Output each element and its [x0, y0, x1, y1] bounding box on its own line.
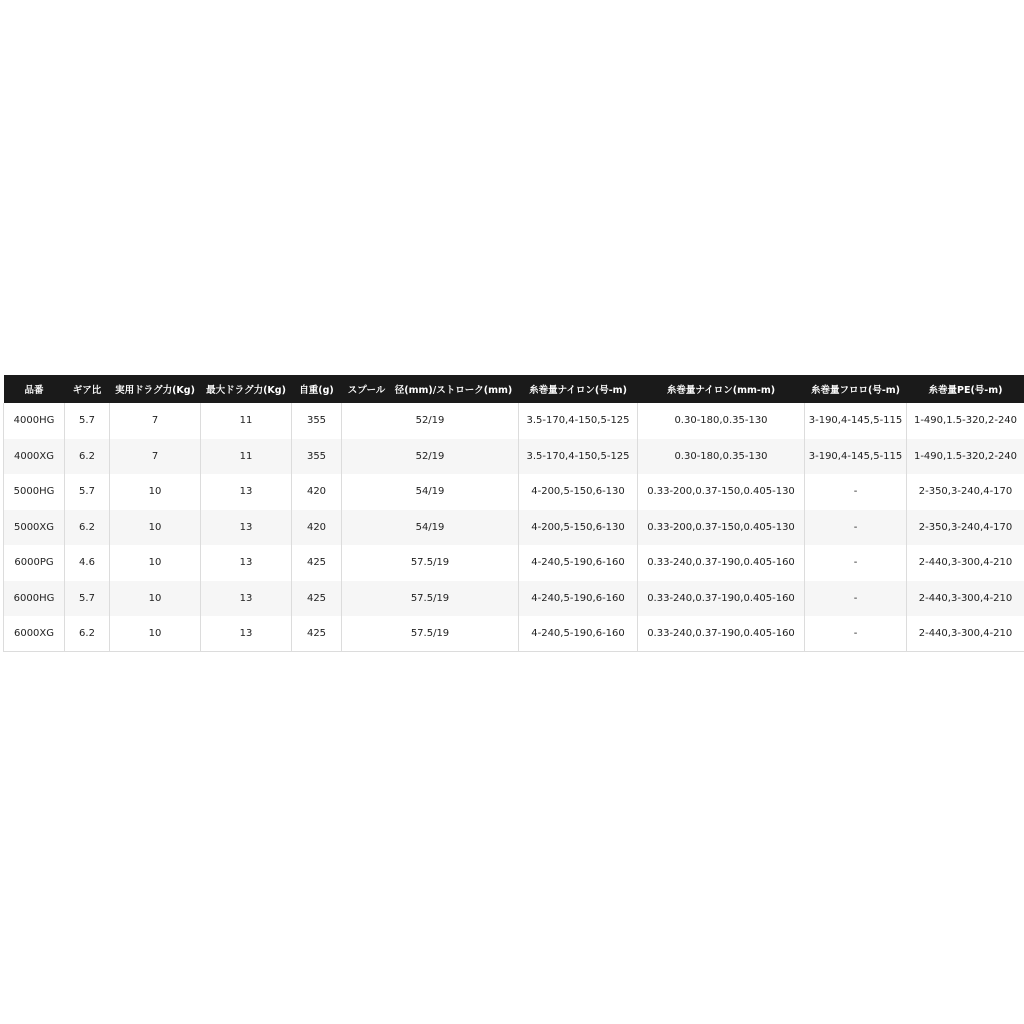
cell-nylon-mm: 0.30-180,0.35-130: [638, 439, 805, 475]
cell-spool: 57.5/19: [342, 616, 519, 652]
cell-max-drag: 13: [201, 474, 292, 510]
cell-model: 6000HG: [4, 581, 65, 617]
cell-practical-drag: 10: [110, 510, 201, 546]
cell-spool: 54/19: [342, 510, 519, 546]
cell-pe: 2-350,3-240,4-170: [907, 510, 1024, 546]
cell-practical-drag: 10: [110, 581, 201, 617]
cell-gear-ratio: 6.2: [65, 616, 110, 652]
cell-spool: 52/19: [342, 403, 519, 439]
cell-nylon-mm: 0.30-180,0.35-130: [638, 403, 805, 439]
cell-max-drag: 13: [201, 545, 292, 581]
table-header-row: [4, 375, 1024, 403]
cell-pe: 1-490,1.5-320,2-240: [907, 439, 1024, 475]
cell-max-drag: 13: [201, 616, 292, 652]
cell-weight: 420: [292, 474, 342, 510]
cell-nylon-mm: 0.33-240,0.37-190,0.405-160: [638, 616, 805, 652]
cell-model: 4000XG: [4, 439, 65, 475]
cell-weight: 420: [292, 510, 342, 546]
spec-table-container: [3, 375, 1024, 652]
header-nylon-mm: 糸巻量ナイロン(mm-m): [666, 385, 776, 396]
header-weight: 自重(g): [299, 385, 334, 396]
cell-practical-drag: 10: [110, 616, 201, 652]
cell-nylon-go: 3.5-170,4-150,5-125: [519, 439, 638, 475]
cell-nylon-go: 4-200,5-150,6-130: [519, 474, 638, 510]
cell-gear-ratio: 6.2: [65, 439, 110, 475]
cell-pe: 1-490,1.5-320,2-240: [907, 403, 1024, 439]
cell-nylon-go: 4-200,5-150,6-130: [519, 510, 638, 546]
cell-nylon-mm: 0.33-200,0.37-150,0.405-130: [638, 510, 805, 546]
header-pe: 糸巻量PE(号-m): [928, 385, 1003, 396]
header-max-drag: 最大ドラグ力(Kg): [206, 385, 286, 396]
header-spool: スプール 径(mm)/ストローク(mm): [347, 385, 513, 396]
cell-max-drag: 13: [201, 510, 292, 546]
header-fluoro: 糸巻量フロロ(号-m): [810, 385, 901, 396]
cell-nylon-mm: 0.33-200,0.37-150,0.405-130: [638, 474, 805, 510]
cell-gear-ratio: 5.7: [65, 581, 110, 617]
cell-fluoro: -: [805, 474, 907, 510]
cell-spool: 54/19: [342, 474, 519, 510]
cell-spool: 52/19: [342, 439, 519, 475]
header-gear-ratio: ギア比: [72, 385, 102, 396]
cell-max-drag: 11: [201, 403, 292, 439]
cell-weight: 355: [292, 439, 342, 475]
cell-fluoro: 3-190,4-145,5-115: [805, 439, 907, 475]
cell-weight: 425: [292, 616, 342, 652]
header-nylon-go: 糸巻量ナイロン(号-m): [529, 385, 627, 396]
cell-nylon-mm: 0.33-240,0.37-190,0.405-160: [638, 581, 805, 617]
cell-spool: 57.5/19: [342, 545, 519, 581]
table-row: [4, 616, 1024, 652]
cell-model: 5000XG: [4, 510, 65, 546]
cell-model: 6000PG: [4, 545, 65, 581]
cell-fluoro: -: [805, 616, 907, 652]
cell-weight: 355: [292, 403, 342, 439]
cell-max-drag: 13: [201, 581, 292, 617]
cell-model: 6000XG: [4, 616, 65, 652]
table-row: [4, 474, 1024, 510]
cell-practical-drag: 7: [110, 403, 201, 439]
cell-fluoro: 3-190,4-145,5-115: [805, 403, 907, 439]
spec-table: [3, 375, 1024, 652]
cell-pe: 2-440,3-300,4-210: [907, 545, 1024, 581]
cell-gear-ratio: 6.2: [65, 510, 110, 546]
table-row: [4, 439, 1024, 475]
cell-nylon-go: 4-240,5-190,6-160: [519, 581, 638, 617]
header-practical-drag: 実用ドラグ力(Kg): [115, 385, 195, 396]
table-row: [4, 545, 1024, 581]
table-body: [4, 403, 1024, 652]
cell-weight: 425: [292, 545, 342, 581]
cell-practical-drag: 10: [110, 545, 201, 581]
cell-pe: 2-350,3-240,4-170: [907, 474, 1024, 510]
cell-spool: 57.5/19: [342, 581, 519, 617]
cell-practical-drag: 7: [110, 439, 201, 475]
cell-fluoro: -: [805, 545, 907, 581]
cell-model: 5000HG: [4, 474, 65, 510]
table-row: [4, 510, 1024, 546]
cell-nylon-mm: 0.33-240,0.37-190,0.405-160: [638, 545, 805, 581]
cell-gear-ratio: 4.6: [65, 545, 110, 581]
cell-gear-ratio: 5.7: [65, 474, 110, 510]
cell-pe: 2-440,3-300,4-210: [907, 616, 1024, 652]
cell-pe: 2-440,3-300,4-210: [907, 581, 1024, 617]
cell-nylon-go: 3.5-170,4-150,5-125: [519, 403, 638, 439]
cell-practical-drag: 10: [110, 474, 201, 510]
cell-nylon-go: 4-240,5-190,6-160: [519, 545, 638, 581]
cell-nylon-go: 4-240,5-190,6-160: [519, 616, 638, 652]
cell-weight: 425: [292, 581, 342, 617]
header-model: 品番: [24, 385, 44, 396]
table-row: [4, 403, 1024, 439]
cell-max-drag: 11: [201, 439, 292, 475]
cell-gear-ratio: 5.7: [65, 403, 110, 439]
table-row: [4, 581, 1024, 617]
cell-fluoro: -: [805, 581, 907, 617]
cell-fluoro: -: [805, 510, 907, 546]
cell-model: 4000HG: [4, 403, 65, 439]
